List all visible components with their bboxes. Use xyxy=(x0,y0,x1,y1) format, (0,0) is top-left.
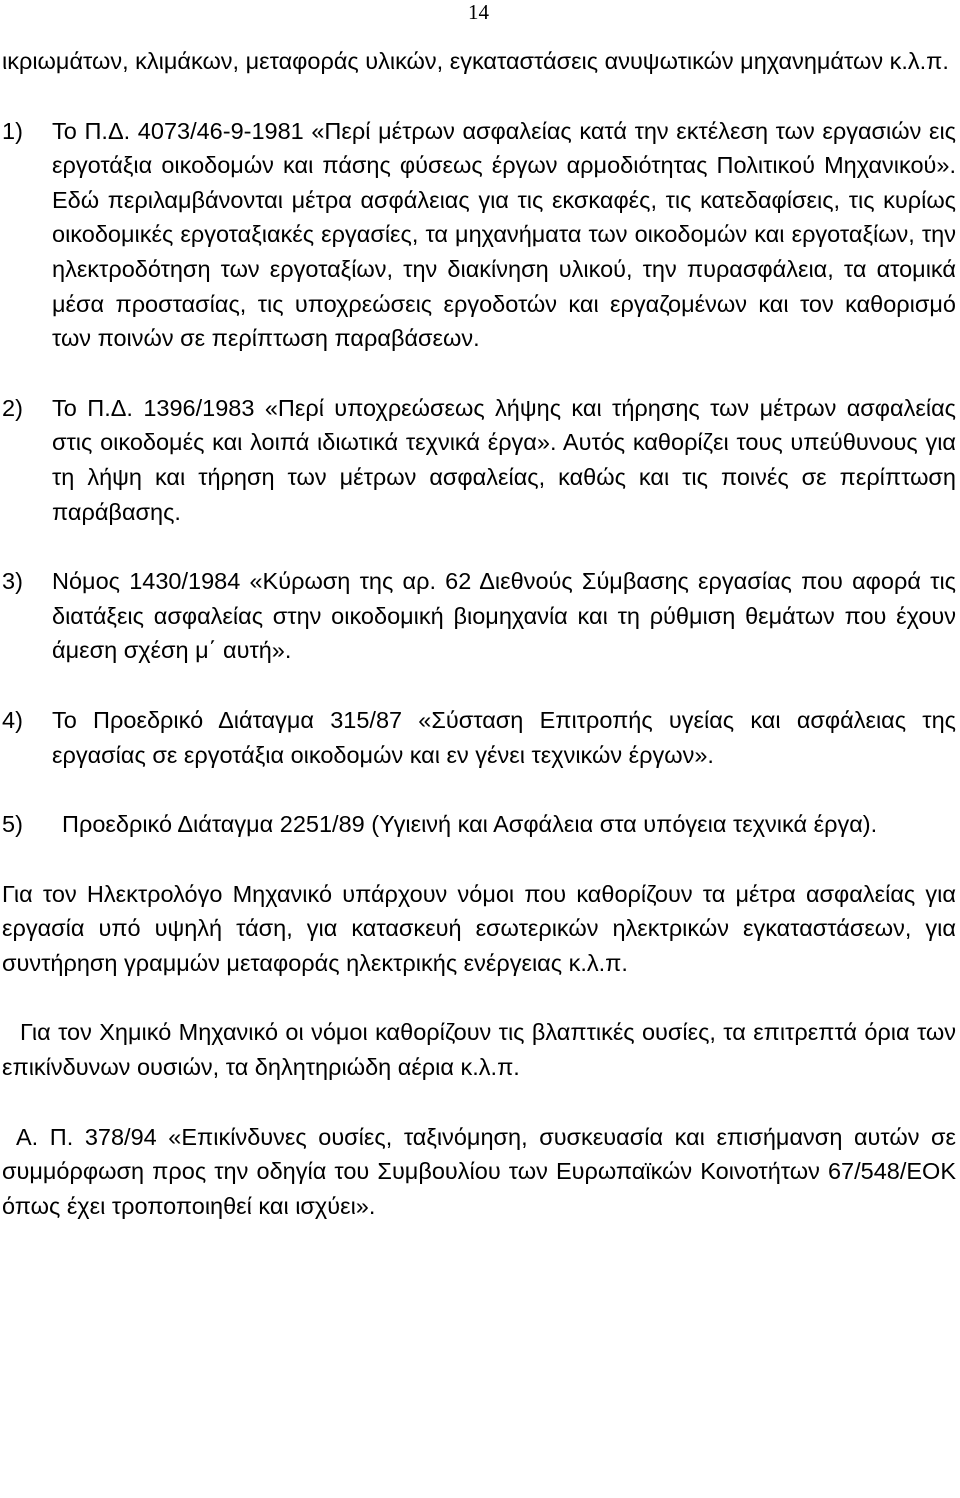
list-item-number: 3) xyxy=(2,568,23,595)
spacer xyxy=(2,668,956,703)
document-body xyxy=(2,44,956,1223)
list-item-text: Νόμος 1430/1984 «Κύρωση της αρ. 62 Διεθνούς Σύμβασης εργασίας που αφορά τις διατάξεις ασφαλείας στην οικοδομική βιομηχανία και τη ρύθμιση θεμάτων που έχουν άμεση σχέση μ΄ αυτή». xyxy=(52,568,956,664)
list-item-text: Το Π.Δ. 4073/46-9-1981 «Περί μέτρων ασφαλείας κατά την εκτέλεση των εργασιών εις εργοτάξια οικοδομών και πάσης φύσεως έργων αρμοδιότητας Πολιτικού Μηχανικού». Εδώ περιλαμβάνονται μέτρα ασφάλειας για τις εκσκαφές, τις κατεδαφίσεις, τις κυρίως οικοδομικές εργοταξιακές εργασίες, τα μηχανήματα των οικοδομών και εργοταξίων, την ηλεκτροδότηση των εργοταξίων, την διακίνηση υλικού, την πυρασφάλεια, τα ατομικά μέσα προστασίας, τις υποχρεώσεις εργοδοτών και εργαζομένων και τον καθορισμό των ποινών σε περίπτωση παραβάσεων. xyxy=(52,117,956,352)
list-item-number: 5) xyxy=(2,811,23,838)
list-item-1 xyxy=(2,114,956,356)
spacer xyxy=(2,356,956,391)
list-item-text: Το Προεδρικό Διάταγμα 315/87 «Σύσταση Επιτροπής υγείας και ασφάλειας της εργασίας σε εργοτάξια οικοδομών και εν γένει τεχνικών έργων». xyxy=(52,706,956,768)
spacer xyxy=(2,529,956,564)
electrical-engineer-paragraph: Για τον Ηλεκτρολόγο Μηχανικό υπάρχουν νόμοι που καθορίζουν τα μέτρα ασφαλείας για εργασία υπό υψηλή τάση, για κατασκευή εσωτερικών ηλεκτρικών εγκαταστάσεων, για συντήρηση γραμμών μεταφοράς ηλεκτρικής ενέργειας κ.λ.π. xyxy=(2,880,956,976)
spacer xyxy=(2,772,956,807)
chemical-engineer-paragraph: Για τον Χημικό Μηχανικό οι νόμοι καθορίζουν τις βλαπτικές ουσίες, τα επιτρεπτά όρια των επικίνδυνων ουσιών, τα δηλητηριώδη αέρια κ.λ.π. xyxy=(2,1019,956,1081)
spacer xyxy=(2,79,956,114)
spacer xyxy=(2,1085,956,1120)
list-item-2 xyxy=(2,391,956,529)
list-item-text: Προεδρικό Διάταγμα 2251/89 (Υγιεινή και Ασφάλεια στα υπόγεια τεχνικά έργα). xyxy=(62,811,878,838)
intro-paragraph: ικριωμάτων, κλιμάκων, μεταφοράς υλικών, εγκαταστάσεις ανυψωτικών μηχανημάτων κ.λ.π. xyxy=(2,48,949,74)
spacer xyxy=(2,842,956,877)
list-item-3 xyxy=(2,564,956,668)
list-item-number: 4) xyxy=(2,706,23,733)
list-item-number: 1) xyxy=(2,117,23,144)
list-item-text: Το Π.Δ. 1396/1983 «Περί υποχρεώσεως λήψης και τήρησης των μέτρων ασφαλείας στις οικοδομές και λοιπά ιδιωτικά τεχνικά έργα». Αυτός καθορίζει τους υπεύθυνους για τη λήψη και τήρηση των μέτρων ασφαλείας, καθώς και τις ποινές σε περίπτωση παράβασης. xyxy=(52,394,956,525)
list-item-number: 2) xyxy=(2,394,23,421)
list-item-4 xyxy=(2,703,956,772)
list-item-5 xyxy=(2,807,956,842)
ap-378-94-paragraph: Α. Π. 378/94 «Επικίνδυνες ουσίες, ταξινόμηση, συσκευασία και επισήμανση αυτών σε συμμόρφωση προς την οδηγία του Συμβουλίου των Ευρωπαϊκών Κοινοτήτων 67/548/ΕΟΚ όπως έχει τροποποιηθεί και ισχύει». xyxy=(2,1123,956,1219)
spacer xyxy=(2,980,956,1015)
page-number: 14 xyxy=(468,0,489,24)
